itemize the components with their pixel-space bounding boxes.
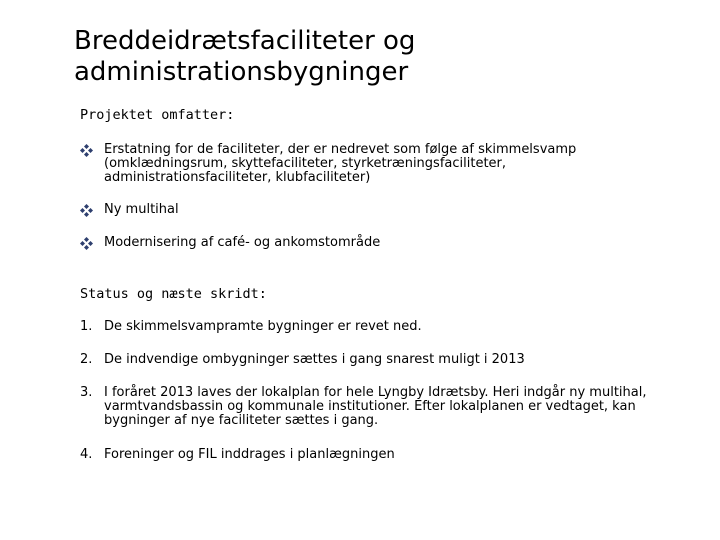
list-item: 1. De skimmelsvampramte bygninger er revet ned. bbox=[80, 319, 422, 334]
list-number: 1. bbox=[80, 319, 93, 334]
list-item: 2. De indvendige ombygninger sættes i gang snarest muligt i 2013 bbox=[80, 352, 525, 367]
diamond-bullet-icon bbox=[80, 144, 93, 157]
list-item: 3. I foråret 2013 laves der lokalplan for hele Lyngby Idrætsby. Heri indgår ny multihal, varmtvandsbassin og kommunale institutioner. Efter lokalplanen er vedtaget, kan bygninger af nye faciliteter sættes i gang. bbox=[80, 385, 647, 428]
section-heading-status: Status og næste skridt: bbox=[80, 286, 267, 302]
diamond-bullet-icon bbox=[80, 237, 93, 250]
diamond-bullet-icon bbox=[80, 204, 93, 217]
slide-title: Breddeidrætsfaciliteter og administrationsbygninger bbox=[74, 26, 416, 87]
list-item: 4. Foreninger og FIL inddrages i planlægningen bbox=[80, 447, 395, 462]
list-item: Modernisering af café- og ankomstområde bbox=[80, 236, 660, 250]
list-number: 4. bbox=[80, 447, 93, 462]
list-item: Ny multihal bbox=[80, 203, 660, 217]
list-item: Erstatning for de faciliteter, der er nedrevet som følge af skimmelsvamp (omklædningsrum, skyttefaciliteter, styrketræningsfaciliteter, administrationsfaciliteter, klubfaciliteter) bbox=[80, 143, 660, 185]
list-number: 2. bbox=[80, 352, 93, 367]
section-heading-project-scope: Projektet omfatter: bbox=[80, 107, 235, 123]
list-number: 3. bbox=[80, 385, 93, 400]
